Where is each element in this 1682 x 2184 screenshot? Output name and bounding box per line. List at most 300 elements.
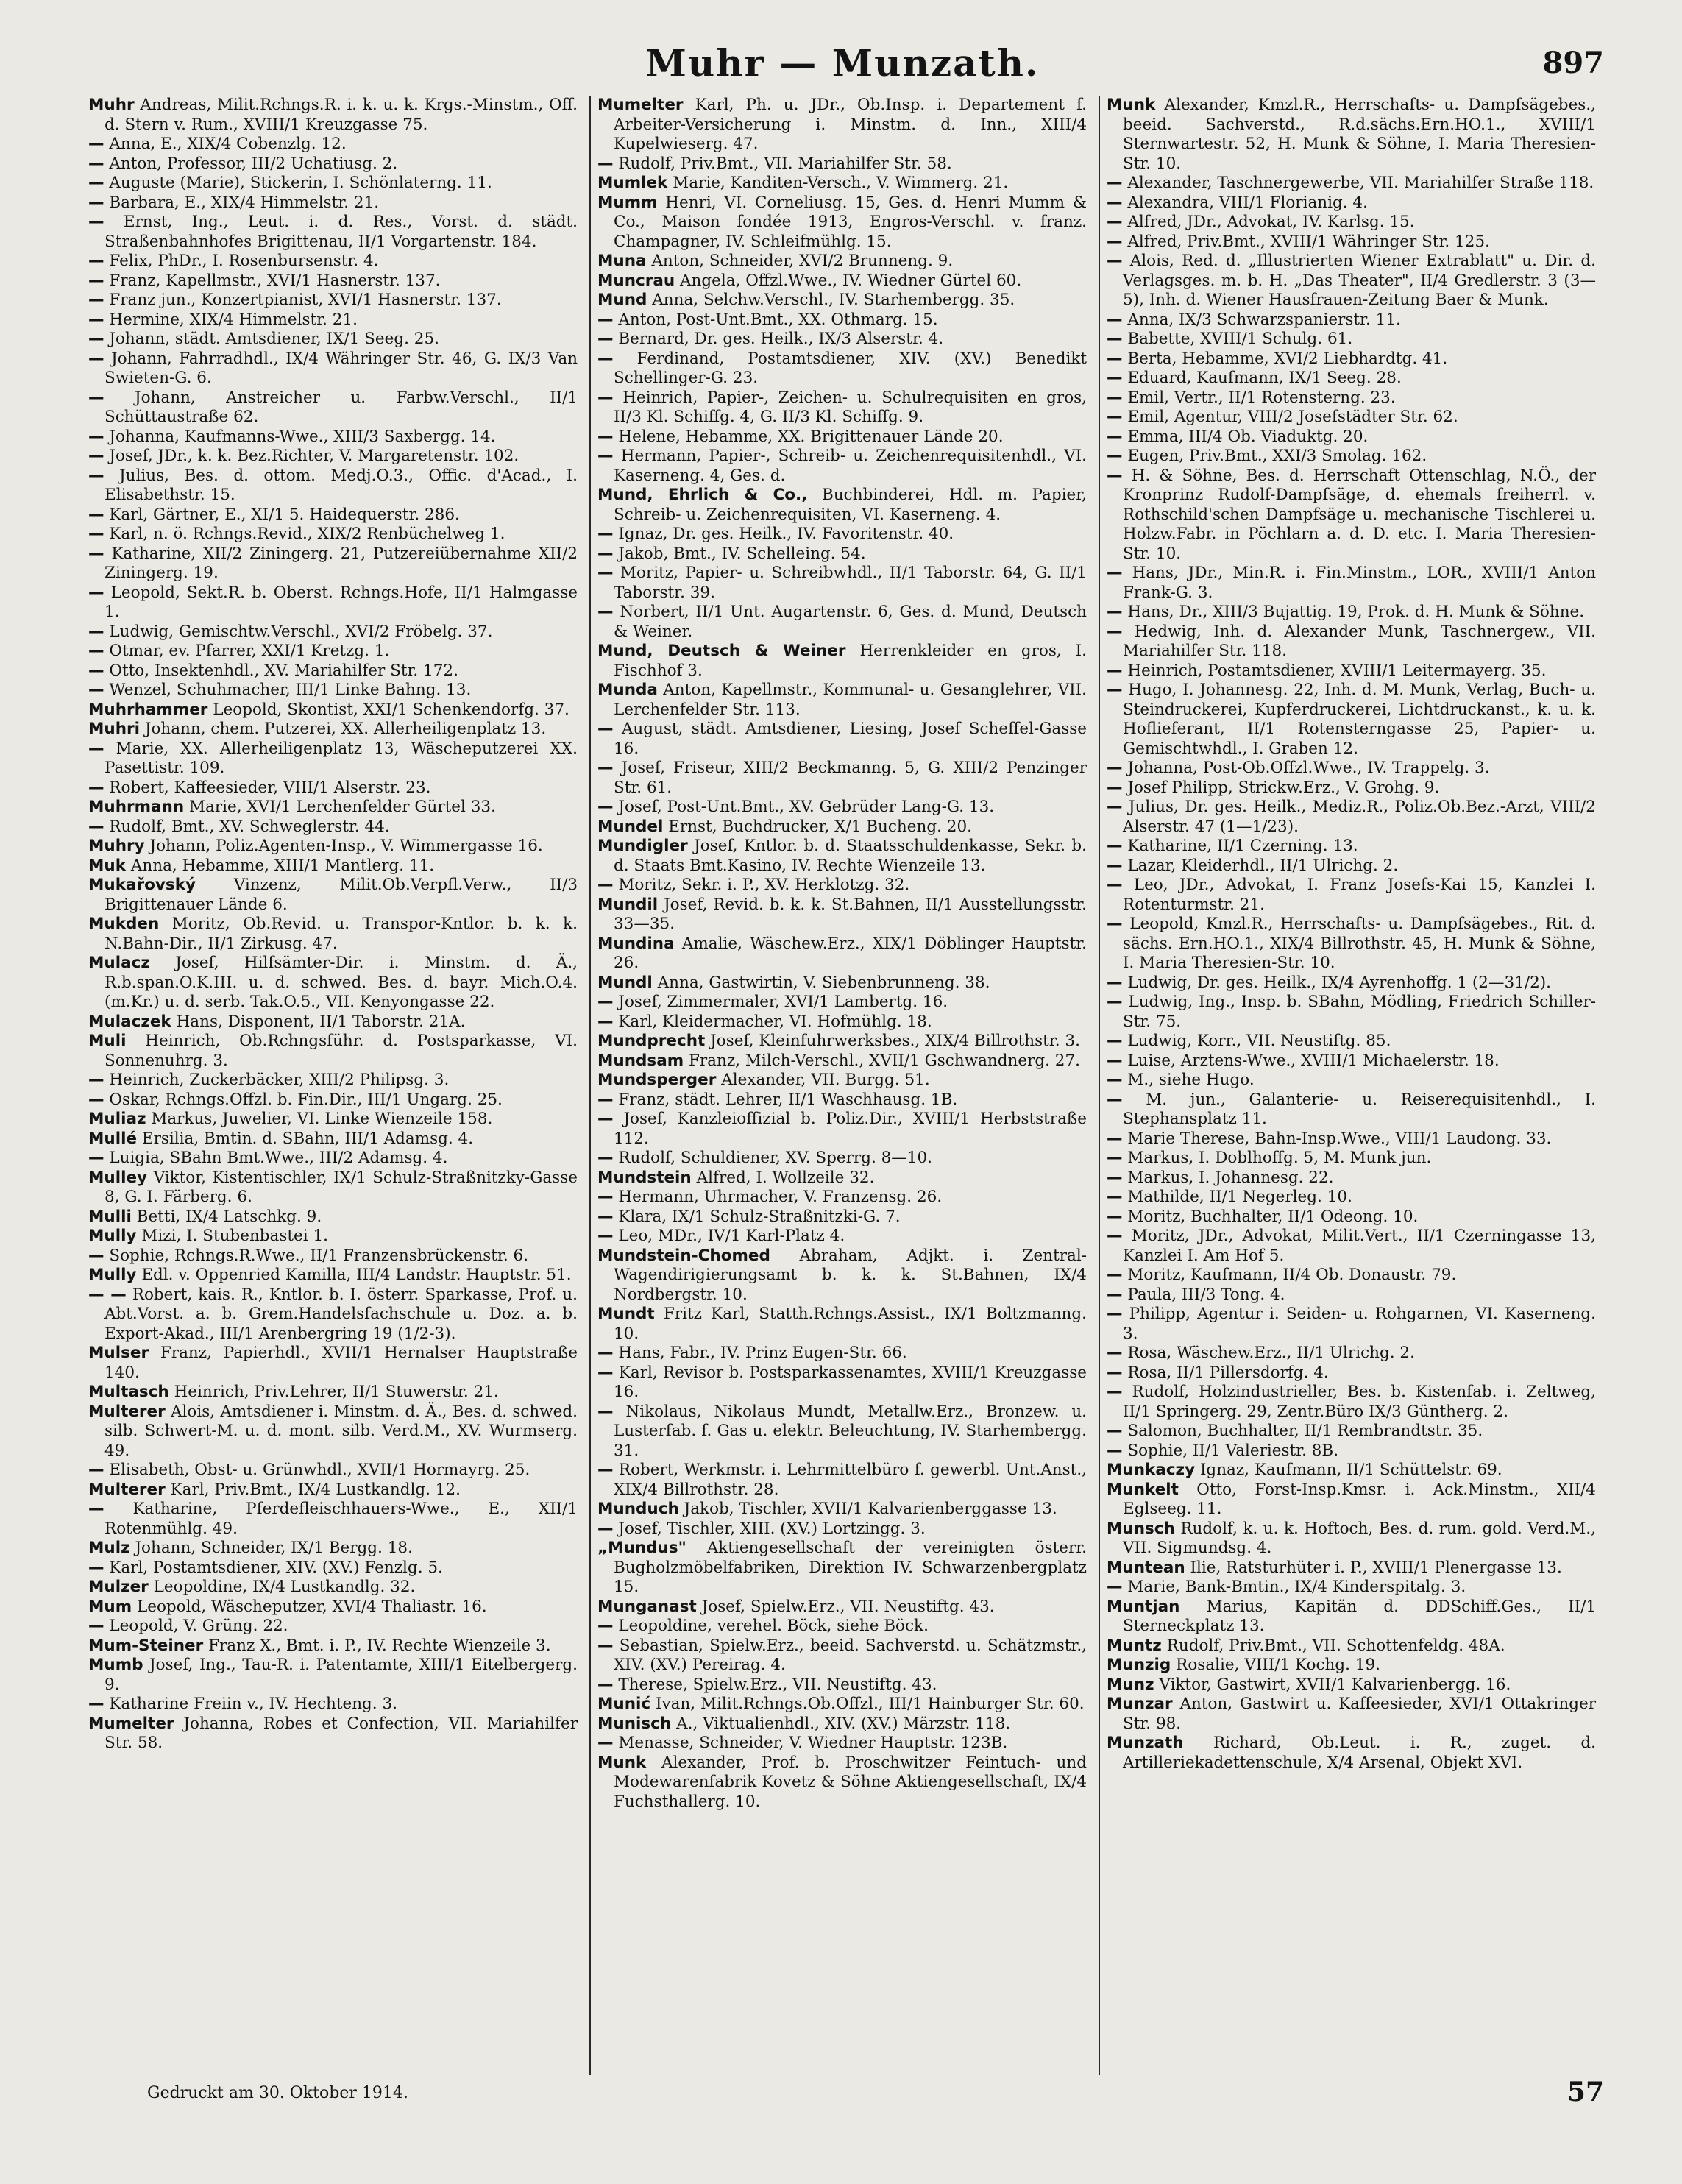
entry-details: Viktor, Kistentischler, IX/1 Schulz-Straßnitzky-Gasse 8, G. I. Färberg. 6. xyxy=(104,1168,578,1206)
column-1 xyxy=(88,96,578,2075)
entry-surname: — xyxy=(597,1734,614,1752)
entry-surname: Muhry xyxy=(88,837,145,855)
entry-surname: — xyxy=(597,525,614,543)
entry-details: Marie, XX. Allerheiligenplatz 13, Wäscheputzerei XX. Pasettistr. 109. xyxy=(104,739,578,777)
entry-surname: — xyxy=(88,330,104,348)
directory-entry xyxy=(597,1247,1087,1305)
entry-surname: Mundil xyxy=(597,895,659,914)
directory-entry xyxy=(1107,1520,1596,1559)
entry-surname: — xyxy=(1107,427,1123,446)
entry-surname: — xyxy=(1107,174,1123,192)
directory-entry xyxy=(1107,252,1596,311)
directory-entry xyxy=(597,1013,1087,1032)
entry-details: Moritz, JDr., Advokat, Milit.Vert., II/1 Czerningasse 13, Kanzlei I. Am Hof 5. xyxy=(1123,1227,1596,1265)
entry-details: Johann, Schneider, IX/1 Bergg. 18. xyxy=(135,1539,413,1557)
entry-details: Alexander, VII. Burgg. 51. xyxy=(721,1071,930,1089)
entry-details: Katharine, XII/2 Ziningerg. 21, Putzereiübernahme XII/2 Ziningerg. 19. xyxy=(104,544,578,582)
entry-surname: Muntjan xyxy=(1107,1597,1180,1616)
entry-details: Franz, Papierhdl., XVII/1 Hernalser Hauptstraße 140. xyxy=(104,1344,578,1382)
directory-entry xyxy=(88,1169,578,1208)
entry-details: Berta, Hebamme, XVI/2 Liebhardtg. 41. xyxy=(1127,349,1448,368)
directory-entry xyxy=(88,1071,578,1091)
directory-entry xyxy=(597,1208,1087,1227)
entry-surname: Munda xyxy=(597,681,658,699)
entry-surname: — xyxy=(1107,622,1123,641)
directory-entry xyxy=(597,389,1087,428)
entry-surname: — xyxy=(88,1461,104,1479)
entry-surname: — xyxy=(1107,778,1123,797)
directory-entry xyxy=(597,155,1087,174)
entry-details: Katharine Freiin v., IV. Hechteng. 3. xyxy=(109,1695,397,1713)
entry-details: Moritz, Ob.Revid. u. Transpor-Kntlor. b. k. k. N.Bahn-Dir., II/1 Zirkusg. 47. xyxy=(104,915,578,953)
entry-details: Alois, Red. d. „Illustrierten Wiener Extrablatt" u. Dir. d. Verlagsges. m. b. H. „Das Theater", II/4 Gredlerstr. 3 (3—5), Inh. d. Wiener Hausfrauen-Zeitung Baer & Munk. xyxy=(1123,252,1596,309)
entry-surname: — xyxy=(597,1675,614,1694)
entry-surname: Munkaczy xyxy=(1107,1461,1196,1479)
entry-details: Ivan, Milit.Rchngs.Ob.Offzl., III/1 Hainburger Str. 60. xyxy=(655,1695,1085,1713)
entry-details: Emil, Agentur, VIII/2 Josefstädter Str. 62. xyxy=(1127,408,1458,426)
directory-entry xyxy=(597,1091,1087,1110)
directory-entry xyxy=(88,662,578,681)
entry-surname: — xyxy=(597,1636,614,1655)
entry-surname: — xyxy=(597,427,614,446)
directory-entry xyxy=(88,1383,578,1403)
entry-surname: — xyxy=(88,583,104,602)
directory-entry xyxy=(1107,564,1596,603)
directory-entry xyxy=(1107,993,1596,1032)
directory-entry xyxy=(88,1617,578,1637)
directory-entry xyxy=(88,1208,578,1227)
entry-surname: — xyxy=(597,876,614,894)
entry-details: Betti, IX/4 Latschkg. 9. xyxy=(136,1207,322,1226)
entry-surname: — xyxy=(1107,1207,1123,1226)
entry-surname: — xyxy=(597,349,614,368)
entry-surname: — xyxy=(88,505,104,524)
directory-entry xyxy=(88,779,578,798)
entry-details: Leopoldine, verehel. Böck, siehe Böck. xyxy=(618,1617,929,1635)
directory-entry xyxy=(88,194,578,213)
entry-surname: — xyxy=(1107,369,1123,387)
entry-details: Johann, Poliz.Agenten-Insp., V. Wimmergasse 16. xyxy=(149,837,543,855)
entry-details: Anton, Schneider, XVI/2 Brunneng. 9. xyxy=(651,252,954,270)
entry-surname: — xyxy=(597,720,614,738)
entry-surname: — xyxy=(88,817,104,836)
entry-details: Katharine, II/1 Czerning. 13. xyxy=(1127,837,1358,855)
entry-surname: Muhr xyxy=(88,96,135,114)
entry-details: Johann, städt. Amtsdiener, IX/1 Seeg. 25. xyxy=(109,330,439,348)
directory-entry xyxy=(88,915,578,954)
entry-details: Marie, Bank-Bmtin., IX/4 Kinderspitalg. 3. xyxy=(1127,1578,1466,1596)
directory-entry xyxy=(597,1754,1087,1812)
entry-details: Hugo, I. Johannesg. 22, Inh. d. M. Munk, Verlag, Buch- u. Steindruckerei, Kupferdruckerei, Lichtdruckanst., k. u. k. Hoflieferant, II/1 Rotensterngasse 25, Papier- u. Gemischtwhdl., I. Graben 12. xyxy=(1123,681,1596,758)
entry-surname: — xyxy=(88,622,104,641)
directory-entry xyxy=(88,1715,578,1754)
column-3 xyxy=(1107,96,1596,2075)
directory-entry xyxy=(88,1130,578,1149)
page-number: 897 xyxy=(1542,46,1604,80)
entry-surname: — xyxy=(1107,388,1123,407)
page-footer xyxy=(147,2077,1604,2128)
directory-entry xyxy=(597,1734,1087,1754)
entry-details: Rosa, Wäschew.Erz., II/1 Ulrichg. 2. xyxy=(1127,1344,1415,1362)
entry-surname: — xyxy=(88,349,104,368)
entry-surname: Mumelter xyxy=(597,96,684,114)
entry-surname: — xyxy=(597,1344,614,1362)
entry-surname: — xyxy=(597,1090,614,1109)
entry-surname: — xyxy=(88,1695,104,1713)
entry-surname: — xyxy=(597,1363,614,1382)
directory-entry xyxy=(88,1481,578,1500)
entry-surname: Mumelter xyxy=(88,1714,174,1733)
entry-surname: — xyxy=(88,466,104,485)
entry-surname: — xyxy=(597,759,614,777)
entry-details: A., Viktualienhdl., XIV. (XV.) Märzstr. 118. xyxy=(676,1714,1011,1733)
entry-details: Angela, Offzl.Wwe., IV. Wiedner Gürtel 60. xyxy=(680,271,1022,290)
entry-surname: — xyxy=(88,193,104,212)
entry-surname: — xyxy=(1107,1422,1123,1440)
entry-details: Karl, Ph. u. JDr., Ob.Insp. i. Departement f. Arbeiter-Versicherung i. Minstm. d. Inn., XIII/4 Kupelwieserg. 47. xyxy=(614,96,1087,153)
entry-details: Leopold, Kmzl.R., Herrschafts- u. Dampfsägebes., Rit. d. sächs. Ern.HO.1., XIX/4 Billrothstr. 45, H. Munk & Söhne, I. Maria Theresien-Str. 10. xyxy=(1123,915,1596,972)
entry-surname: Muna xyxy=(597,252,647,270)
directory-entry xyxy=(88,1266,578,1286)
entry-details: Rosalie, VIII/1 Kochg. 19. xyxy=(1176,1656,1380,1674)
entry-surname: Munz xyxy=(1107,1675,1154,1694)
entry-surname: — xyxy=(1107,447,1123,465)
directory-entry xyxy=(88,1637,578,1656)
entry-details: Buchbinderei, Hdl. m. Papier, Schreib- u. Zeichenrequisiten, VI. Kaserneng. 4. xyxy=(614,486,1087,524)
entry-surname: — xyxy=(597,1519,614,1538)
entry-surname: — xyxy=(597,993,614,1011)
directory-entry xyxy=(1107,1169,1596,1188)
entry-surname: — xyxy=(88,252,104,270)
directory-entry xyxy=(88,1149,578,1169)
directory-entry xyxy=(88,857,578,876)
entry-details: Ersilia, Bmtin. d. SBahn, III/1 Adamsg. 4. xyxy=(141,1129,474,1148)
directory-entry xyxy=(1107,1383,1596,1422)
entry-details: Helene, Hebamme, XX. Brigittenauer Lände 20. xyxy=(618,427,1004,446)
entry-surname: Mulser xyxy=(88,1344,149,1362)
entry-details: Ludwig, Gemischtw.Verschl., XVI/2 Fröbelg. 37. xyxy=(109,622,493,641)
directory-entry xyxy=(597,1052,1087,1071)
entry-surname: — xyxy=(597,310,614,329)
entry-details: Moritz, Kaufmann, II/4 Ob. Donaustr. 79. xyxy=(1127,1266,1457,1284)
entry-details: Rudolf, Holzindustrieller, Bes. b. Kistenfab. i. Zeltweg, II/1 Springerg. 29, Zentr.Büro IX/3 Güntherg. 2. xyxy=(1123,1383,1596,1421)
entry-details: Rudolf, Schuldiener, XV. Sperrg. 8—10. xyxy=(618,1149,932,1167)
entry-surname: — xyxy=(1107,408,1123,426)
entry-surname: — xyxy=(1107,1168,1123,1187)
directory-entry xyxy=(88,740,578,779)
directory-entry xyxy=(1107,311,1596,330)
directory-entry xyxy=(597,1071,1087,1091)
entry-surname: Mundprecht xyxy=(597,1032,706,1050)
directory-entry xyxy=(88,1500,578,1539)
entry-details: Elisabeth, Obst- u. Grünwhdl., XVII/1 Hormayrg. 25. xyxy=(109,1461,530,1479)
directory-entry xyxy=(88,642,578,662)
entry-surname: — xyxy=(88,388,104,407)
entry-surname: Mum xyxy=(88,1597,132,1616)
entry-details: Franz jun., Konzertpianist, XVI/1 Hasnerstr. 137. xyxy=(109,291,502,309)
entry-surname: — xyxy=(88,1617,104,1635)
directory-entry xyxy=(1107,408,1596,428)
entry-details: M., siehe Hugo. xyxy=(1127,1071,1255,1089)
entry-details: Andreas, Milit.Rchngs.R. i. k. u. k. Krgs.-Minstm., Off. d. Stern v. Rum., XVIII/1 Kreuzgasse 75. xyxy=(104,96,578,134)
entry-surname: — xyxy=(597,388,614,407)
directory-entry xyxy=(597,1169,1087,1188)
entry-details: Felix, PhDr., I. Rosenbursenstr. 4. xyxy=(109,252,379,270)
entry-details: Heinrich, Papier-, Zeichen- u. Schulrequisiten en gros, II/3 Kl. Schiffg. 4, G. II/3 Kl. Schiffg. 9. xyxy=(614,388,1087,426)
entry-details: Hans, JDr., Min.R. i. Fin.Minstm., LOR., XVIII/1 Anton Frank-G. 3. xyxy=(1123,564,1596,602)
entry-surname: — xyxy=(1107,310,1123,329)
directory-entry xyxy=(88,213,578,252)
entry-surname: — xyxy=(1107,1090,1123,1109)
entry-details: Paula, III/3 Tong. 4. xyxy=(1127,1285,1285,1304)
entry-details: Katharine, Pferdefleischhauers-Wwe., E., XII/1 Rotenmühlg. 49. xyxy=(104,1500,578,1538)
directory-entry xyxy=(88,428,578,447)
entry-surname: Mulz xyxy=(88,1539,130,1557)
entry-details: Viktor, Gastwirt, XVII/1 Kalvarienbergg. 16. xyxy=(1159,1675,1511,1694)
directory-entry xyxy=(1107,1344,1596,1364)
entry-details: Ignaz, Dr. ges. Heilk., IV. Favoritenstr. 40. xyxy=(618,525,954,543)
directory-entry xyxy=(1107,350,1596,369)
entry-surname: Mundl xyxy=(597,973,653,992)
entry-details: Marie, Kanditen-Versch., V. Wimmerg. 21. xyxy=(673,174,1009,192)
entry-details: Hermine, XIX/4 Himmelstr. 21. xyxy=(109,310,358,329)
entry-details: Mathilde, II/1 Negerleg. 10. xyxy=(1127,1188,1352,1206)
entry-details: Mizi, I. Stubenbastei 1. xyxy=(141,1227,328,1245)
directory-entry xyxy=(1107,974,1596,993)
directory-entry xyxy=(597,486,1087,525)
entry-surname: — xyxy=(597,603,614,621)
entry-details: Ernst, Ing., Leut. i. d. Res., Vorst. d. städt. Straßenbahnhofes Brigittenau, II/1 Vorgartenstr. 184. xyxy=(104,213,578,251)
directory-entry xyxy=(597,1500,1087,1520)
directory-entry xyxy=(88,174,578,194)
entry-surname: — xyxy=(88,447,104,465)
entry-details: Rosa, II/1 Pillersdorfg. 4. xyxy=(1127,1363,1329,1382)
entry-surname: — xyxy=(88,174,104,192)
entry-surname: — xyxy=(597,1402,614,1421)
entry-surname: — xyxy=(88,1149,104,1167)
entry-details: Josef, Spielw.Erz., VII. Neustiftg. 43. xyxy=(701,1597,995,1616)
entry-details: Oskar, Rchngs.Offzl. b. Fin.Dir., III/1 Ungarg. 25. xyxy=(109,1090,503,1109)
entry-details: Babette, XVIII/1 Schulg. 61. xyxy=(1127,330,1353,348)
entry-details: Franz, städt. Lehrer, II/1 Waschhausg. 1B. xyxy=(618,1090,958,1109)
entry-surname: — xyxy=(597,1188,614,1206)
directory-entry xyxy=(88,1013,578,1032)
entry-surname: Muliaz xyxy=(88,1110,146,1128)
directory-entry xyxy=(88,155,578,174)
entry-surname: — xyxy=(1107,252,1123,270)
directory-entry xyxy=(597,993,1087,1013)
directory-entry xyxy=(88,876,578,915)
entry-surname: Mundel xyxy=(597,817,664,836)
directory-entry xyxy=(597,1520,1087,1539)
entry-surname: — xyxy=(1107,1305,1123,1323)
directory-entry xyxy=(88,818,578,837)
directory-entry xyxy=(597,174,1087,194)
directory-entry xyxy=(1107,1442,1596,1461)
entry-surname: — xyxy=(597,1227,614,1245)
entry-details: Ludwig, Ing., Insp. b. SBahn, Mödling, Friedrich Schiller-Str. 75. xyxy=(1123,993,1596,1031)
entry-details: Markus, I. Johannesg. 22. xyxy=(1127,1168,1334,1187)
entry-surname: Multasch xyxy=(88,1383,169,1401)
entry-surname: — xyxy=(88,1071,104,1089)
directory-entry xyxy=(597,545,1087,564)
entry-surname: — xyxy=(1107,466,1123,485)
directory-entry xyxy=(1107,1461,1596,1481)
directory-entry xyxy=(1107,1422,1596,1442)
entry-details: Anton, Gastwirt u. Kaffeesieder, XVI/1 Ottakringer Str. 98. xyxy=(1123,1695,1596,1733)
entry-details: Josef, JDr., k. k. Bez.Richter, V. Margaretenstr. 102. xyxy=(109,447,519,465)
directory-entry xyxy=(88,1539,578,1559)
directory-entry xyxy=(1107,96,1596,174)
entry-surname: Munzath xyxy=(1107,1734,1184,1752)
entry-details: Julius, Bes. d. ottom. Medj.O.3., Offic. d'Acad., I. Elisabethstr. 15. xyxy=(104,466,578,504)
entry-surname: Mulzer xyxy=(88,1578,149,1596)
directory-entry xyxy=(597,1364,1087,1403)
directory-entry xyxy=(597,1539,1087,1598)
entry-details: Alfred, I. Wollzeile 32. xyxy=(696,1168,875,1187)
directory-entry xyxy=(1107,662,1596,681)
entry-details: Therese, Spielw.Erz., VII. Neustiftg. 43. xyxy=(618,1675,937,1694)
entry-surname: Mundina xyxy=(597,934,675,953)
entry-surname: — xyxy=(1107,876,1123,894)
entry-details: Leopold, Skontist, XXI/1 Schenkendorfg. 37. xyxy=(213,700,569,719)
directory-entry xyxy=(88,135,578,155)
directory-entry xyxy=(597,1188,1087,1208)
directory-entry xyxy=(88,1344,578,1383)
directory-entry xyxy=(1107,194,1596,213)
entry-details: Menasse, Schneider, V. Wiedner Hauptstr. 123B. xyxy=(618,1734,1008,1752)
entry-surname: — xyxy=(88,642,104,660)
entry-surname: Mund, Deutsch & Weiner xyxy=(597,642,846,660)
entry-details: Leopoldine, IX/4 Lustkandlg. 32. xyxy=(153,1578,416,1596)
entry-details: Wenzel, Schuhmacher, III/1 Linke Bahng. 13. xyxy=(109,681,472,699)
directory-entry xyxy=(597,603,1087,642)
directory-entry xyxy=(1107,1091,1596,1130)
entry-surname: — — xyxy=(88,1285,127,1304)
entry-details: Heinrich, Postamtsdiener, XVIII/1 Leitermayerg. 35. xyxy=(1127,661,1547,680)
directory-entry xyxy=(88,1091,578,1110)
entry-surname: — xyxy=(1107,837,1123,855)
directory-entry xyxy=(88,291,578,311)
entry-details: Sebastian, Spielw.Erz., beeid. Sachverstd. u. Schätzmstr., XIV. (XV.) Pereirag. 4. xyxy=(614,1636,1087,1674)
directory-entry xyxy=(597,1695,1087,1715)
entry-details: Johann, Anstreicher u. Farbw.Verschl., II/1 Schüttaustraße 62. xyxy=(104,388,578,426)
directory-entry xyxy=(1107,837,1596,857)
entry-details: Anna, Selchw.Verschl., IV. Starhembergg. 35. xyxy=(652,291,1015,309)
entry-surname: Mulli xyxy=(88,1207,132,1226)
entry-surname: — xyxy=(88,681,104,699)
entry-surname: Munkelt xyxy=(1107,1480,1179,1499)
entry-surname: Mundigler xyxy=(597,837,688,855)
directory-entry xyxy=(597,1227,1087,1247)
directory-entry xyxy=(88,311,578,330)
entry-surname: — xyxy=(1107,1266,1123,1284)
directory-entry xyxy=(88,837,578,857)
directory-entry xyxy=(1107,447,1596,467)
directory-entry xyxy=(1107,1656,1596,1676)
entry-surname: — xyxy=(88,135,104,153)
entry-details: Amalie, Wäschew.Erz., XIX/1 Döblinger Hauptstr. 26. xyxy=(614,934,1087,972)
entry-details: M. jun., Galanterie- u. Reiserequisitenhdl., I. Stephansplatz 11. xyxy=(1123,1090,1596,1128)
directory-entry xyxy=(1107,623,1596,662)
directory-entry xyxy=(1107,1637,1596,1656)
entry-surname: — xyxy=(88,661,104,680)
entry-surname: Mumlek xyxy=(597,174,668,192)
entry-details: Hermann, Uhrmacher, V. Franzensg. 26. xyxy=(618,1188,943,1206)
directory-entry xyxy=(597,818,1087,837)
entry-details: H. & Söhne, Bes. d. Herrschaft Ottenschlag, N.Ö., der Kronprinz Rudolf-Dampfsäge, d. ehemals freiherrl. v. Rothschild'schen Dampfsäge u. mechanische Tischlerei u. Holzw.Fabr. in Pöchlarn a. d. D. etc. I. Maria Theresien-Str. 10. xyxy=(1123,466,1596,563)
entry-surname: — xyxy=(88,544,104,563)
entry-details: Anna, IX/3 Schwarzspanierstr. 11. xyxy=(1127,310,1401,329)
entry-surname: — xyxy=(1107,1071,1123,1089)
entry-details: Johann, chem. Putzerei, XX. Allerheiligenplatz 13. xyxy=(144,720,547,738)
entry-surname: Muncrau xyxy=(597,271,675,290)
entry-details: Jakob, Bmt., IV. Schelleing. 54. xyxy=(618,544,866,563)
entry-details: Karl, Gärtner, E., XI/1 5. Haidequerstr. 286. xyxy=(109,505,460,524)
directory-entry xyxy=(597,935,1087,974)
directory-entry xyxy=(1107,1364,1596,1383)
entry-surname: — xyxy=(1107,1285,1123,1304)
entry-details: Anton, Kapellmstr., Kommunal- u. Gesanglehrer, VII. Lerchenfelder Str. 113. xyxy=(614,681,1087,719)
directory-entry xyxy=(1107,1481,1596,1520)
entry-surname: — xyxy=(1107,993,1123,1011)
entry-surname: Mund xyxy=(597,291,647,309)
entry-surname: — xyxy=(88,427,104,446)
entry-surname: — xyxy=(1107,661,1123,680)
directory-entry xyxy=(597,1715,1087,1734)
directory-entry xyxy=(1107,857,1596,876)
entry-surname: — xyxy=(1107,973,1123,992)
entry-surname: — xyxy=(1107,1441,1123,1460)
entry-details: Josef, Friseur, XIII/2 Beckmanng. 5, G. XIII/2 Penzinger Str. 61. xyxy=(614,759,1087,797)
entry-surname: Multerer xyxy=(88,1402,166,1421)
entry-surname: — xyxy=(88,1090,104,1109)
entry-details: Alois, Amtsdiener i. Minstm. d. Ä., Bes. d. schwed. silb. Schwert-M. u. d. mont. silb. Verd.M., XV. Wurmserg. 49. xyxy=(104,1402,578,1460)
entry-details: Norbert, II/1 Unt. Augartenstr. 6, Ges. d. Mund, Deutsch & Weiner. xyxy=(614,603,1087,641)
directory-entry xyxy=(88,389,578,428)
directory-entry xyxy=(88,1032,578,1071)
directory-entry xyxy=(597,350,1087,389)
entry-surname: Mundsam xyxy=(597,1051,684,1070)
entry-surname: Mulley xyxy=(88,1168,148,1187)
entry-surname: — xyxy=(1107,1051,1123,1070)
entry-surname: Munzig xyxy=(1107,1656,1171,1674)
entry-details: Franz, Kapellmstr., XVI/1 Hasnerstr. 137. xyxy=(109,271,441,290)
print-date: Gedruckt am 30. Oktober 1914. xyxy=(147,2084,408,2102)
entry-details: Rudolf, k. u. k. Hoftoch, Bes. d. rum. gold. Verd.M., VII. Sigmundsg. 4. xyxy=(1123,1519,1596,1557)
entry-surname: — xyxy=(88,291,104,309)
directory-entry xyxy=(1107,915,1596,974)
directory-entry xyxy=(1107,369,1596,389)
entry-details: Johanna, Post-Ob.Offzl.Wwe., IV. Trappelg. 3. xyxy=(1127,759,1490,777)
directory-entry xyxy=(88,701,578,720)
directory-entry xyxy=(88,1598,578,1617)
entry-surname: Mullé xyxy=(88,1129,138,1148)
entry-details: Anna, E., XIX/4 Cobenzlg. 12. xyxy=(109,135,347,153)
directory-entry xyxy=(88,1695,578,1715)
directory-entry xyxy=(1107,1032,1596,1052)
directory-entry xyxy=(597,1676,1087,1695)
entry-details: Fritz Karl, Statth.Rchngs.Assist., IX/1 Boltzmanng. 10. xyxy=(614,1305,1087,1343)
directory-entry xyxy=(88,681,578,701)
entry-surname: „Mundus" xyxy=(597,1539,686,1557)
entry-surname: Mukden xyxy=(88,915,160,933)
entry-details: Edl. v. Oppenried Kamilla, III/4 Landstr. Hauptstr. 51. xyxy=(141,1266,572,1284)
entry-details: August, städt. Amtsdiener, Liesing, Josef Scheffel-Gasse 16. xyxy=(614,720,1087,758)
entry-surname: — xyxy=(88,213,104,231)
entry-surname: Mulaczek xyxy=(88,1012,171,1031)
entry-details: Barbara, E., XIX/4 Himmelstr. 21. xyxy=(109,193,380,212)
